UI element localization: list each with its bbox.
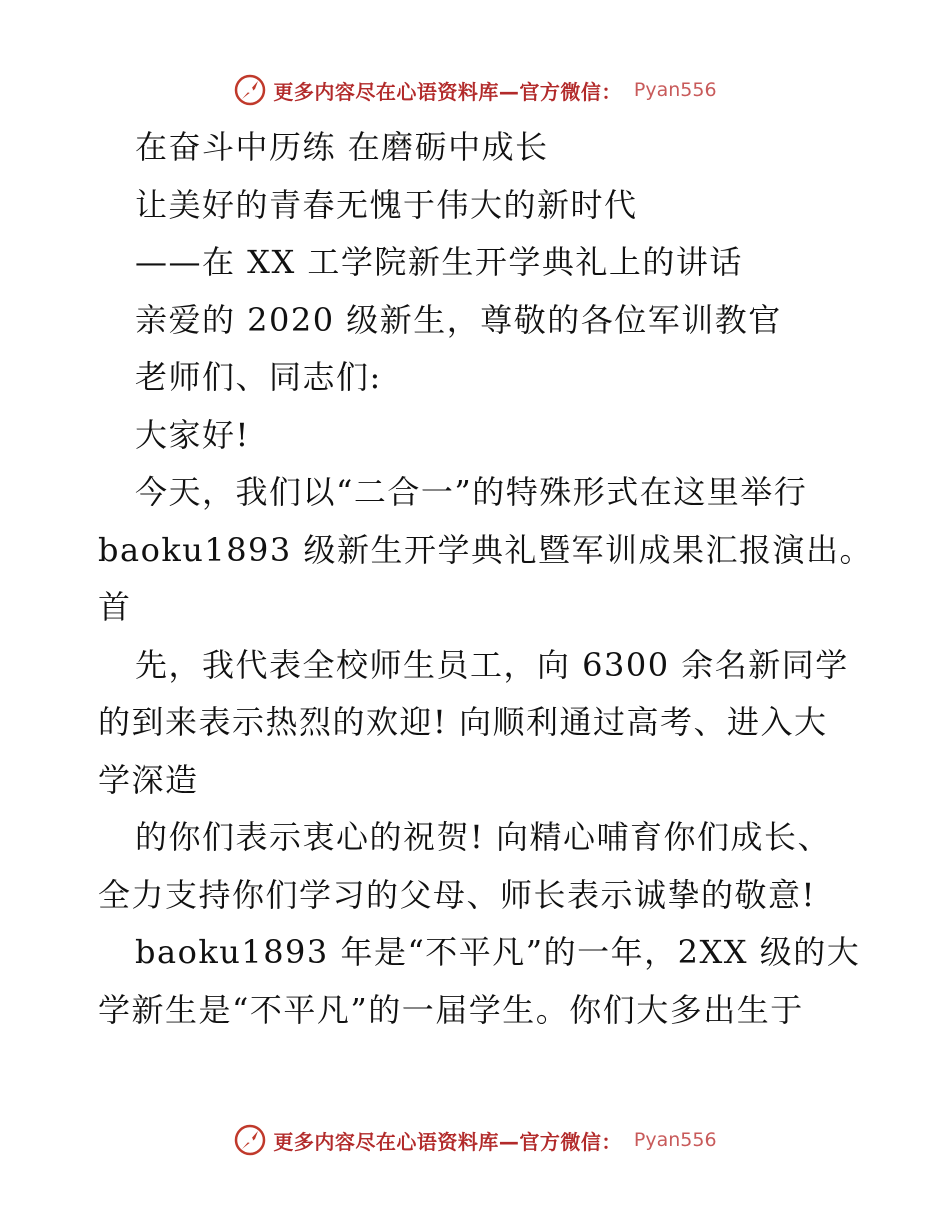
watermark-text: 更多内容尽在心语资料库—官方微信： xyxy=(273,1129,622,1154)
watermark-text: 更多内容尽在心语资料库—官方微信： xyxy=(273,79,622,104)
text-line: 首 xyxy=(98,588,132,626)
watermark-handle: Pyan556 xyxy=(633,1129,717,1151)
speech-body xyxy=(98,124,873,1044)
text-line: 先，我代表全校师生员工，向 6300 余名新同学 xyxy=(135,645,849,684)
text-line: 老师们、同志们: xyxy=(135,358,382,396)
quill-logo-icon xyxy=(233,73,267,107)
footer-watermark xyxy=(0,1120,950,1160)
text-line: baoku1893 年是“不平凡”的一年，2XX 级的大 xyxy=(135,933,861,971)
text-line: 在奋斗中历练 在磨砺中成长 xyxy=(135,128,549,166)
watermark-handle: Pyan556 xyxy=(633,79,717,101)
text-line: 亲爱的 2020 级新生，尊敬的各位军训教官 xyxy=(135,300,782,339)
text-line: 大家好! xyxy=(135,415,250,454)
text-line: 今天，我们以“二合一”的特殊形式在这里举行 xyxy=(135,473,808,511)
text-line: ——在 XX 工学院新生开学典礼上的讲话 xyxy=(135,243,743,281)
text-line: baoku1893 级新生开学典礼暨军训成果汇报演出。 xyxy=(98,530,873,569)
text-line: 的到来表示热烈的欢迎! 向顺利通过高考、进入大 xyxy=(98,703,828,741)
text-line: 的你们表示衷心的祝贺! 向精心哺育你们成长、 xyxy=(135,818,832,856)
text-line: 全力支持你们学习的父母、师长表示诚挚的敬意! xyxy=(98,875,816,914)
header-watermark xyxy=(0,70,950,110)
text-line: 学新生是“不平凡”的一届学生。你们大多出生于 xyxy=(98,990,804,1029)
text-line: 让美好的青春无愧于伟大的新时代 xyxy=(135,185,638,224)
quill-logo-icon xyxy=(233,1123,267,1157)
text-line: 学深造 xyxy=(98,760,199,799)
